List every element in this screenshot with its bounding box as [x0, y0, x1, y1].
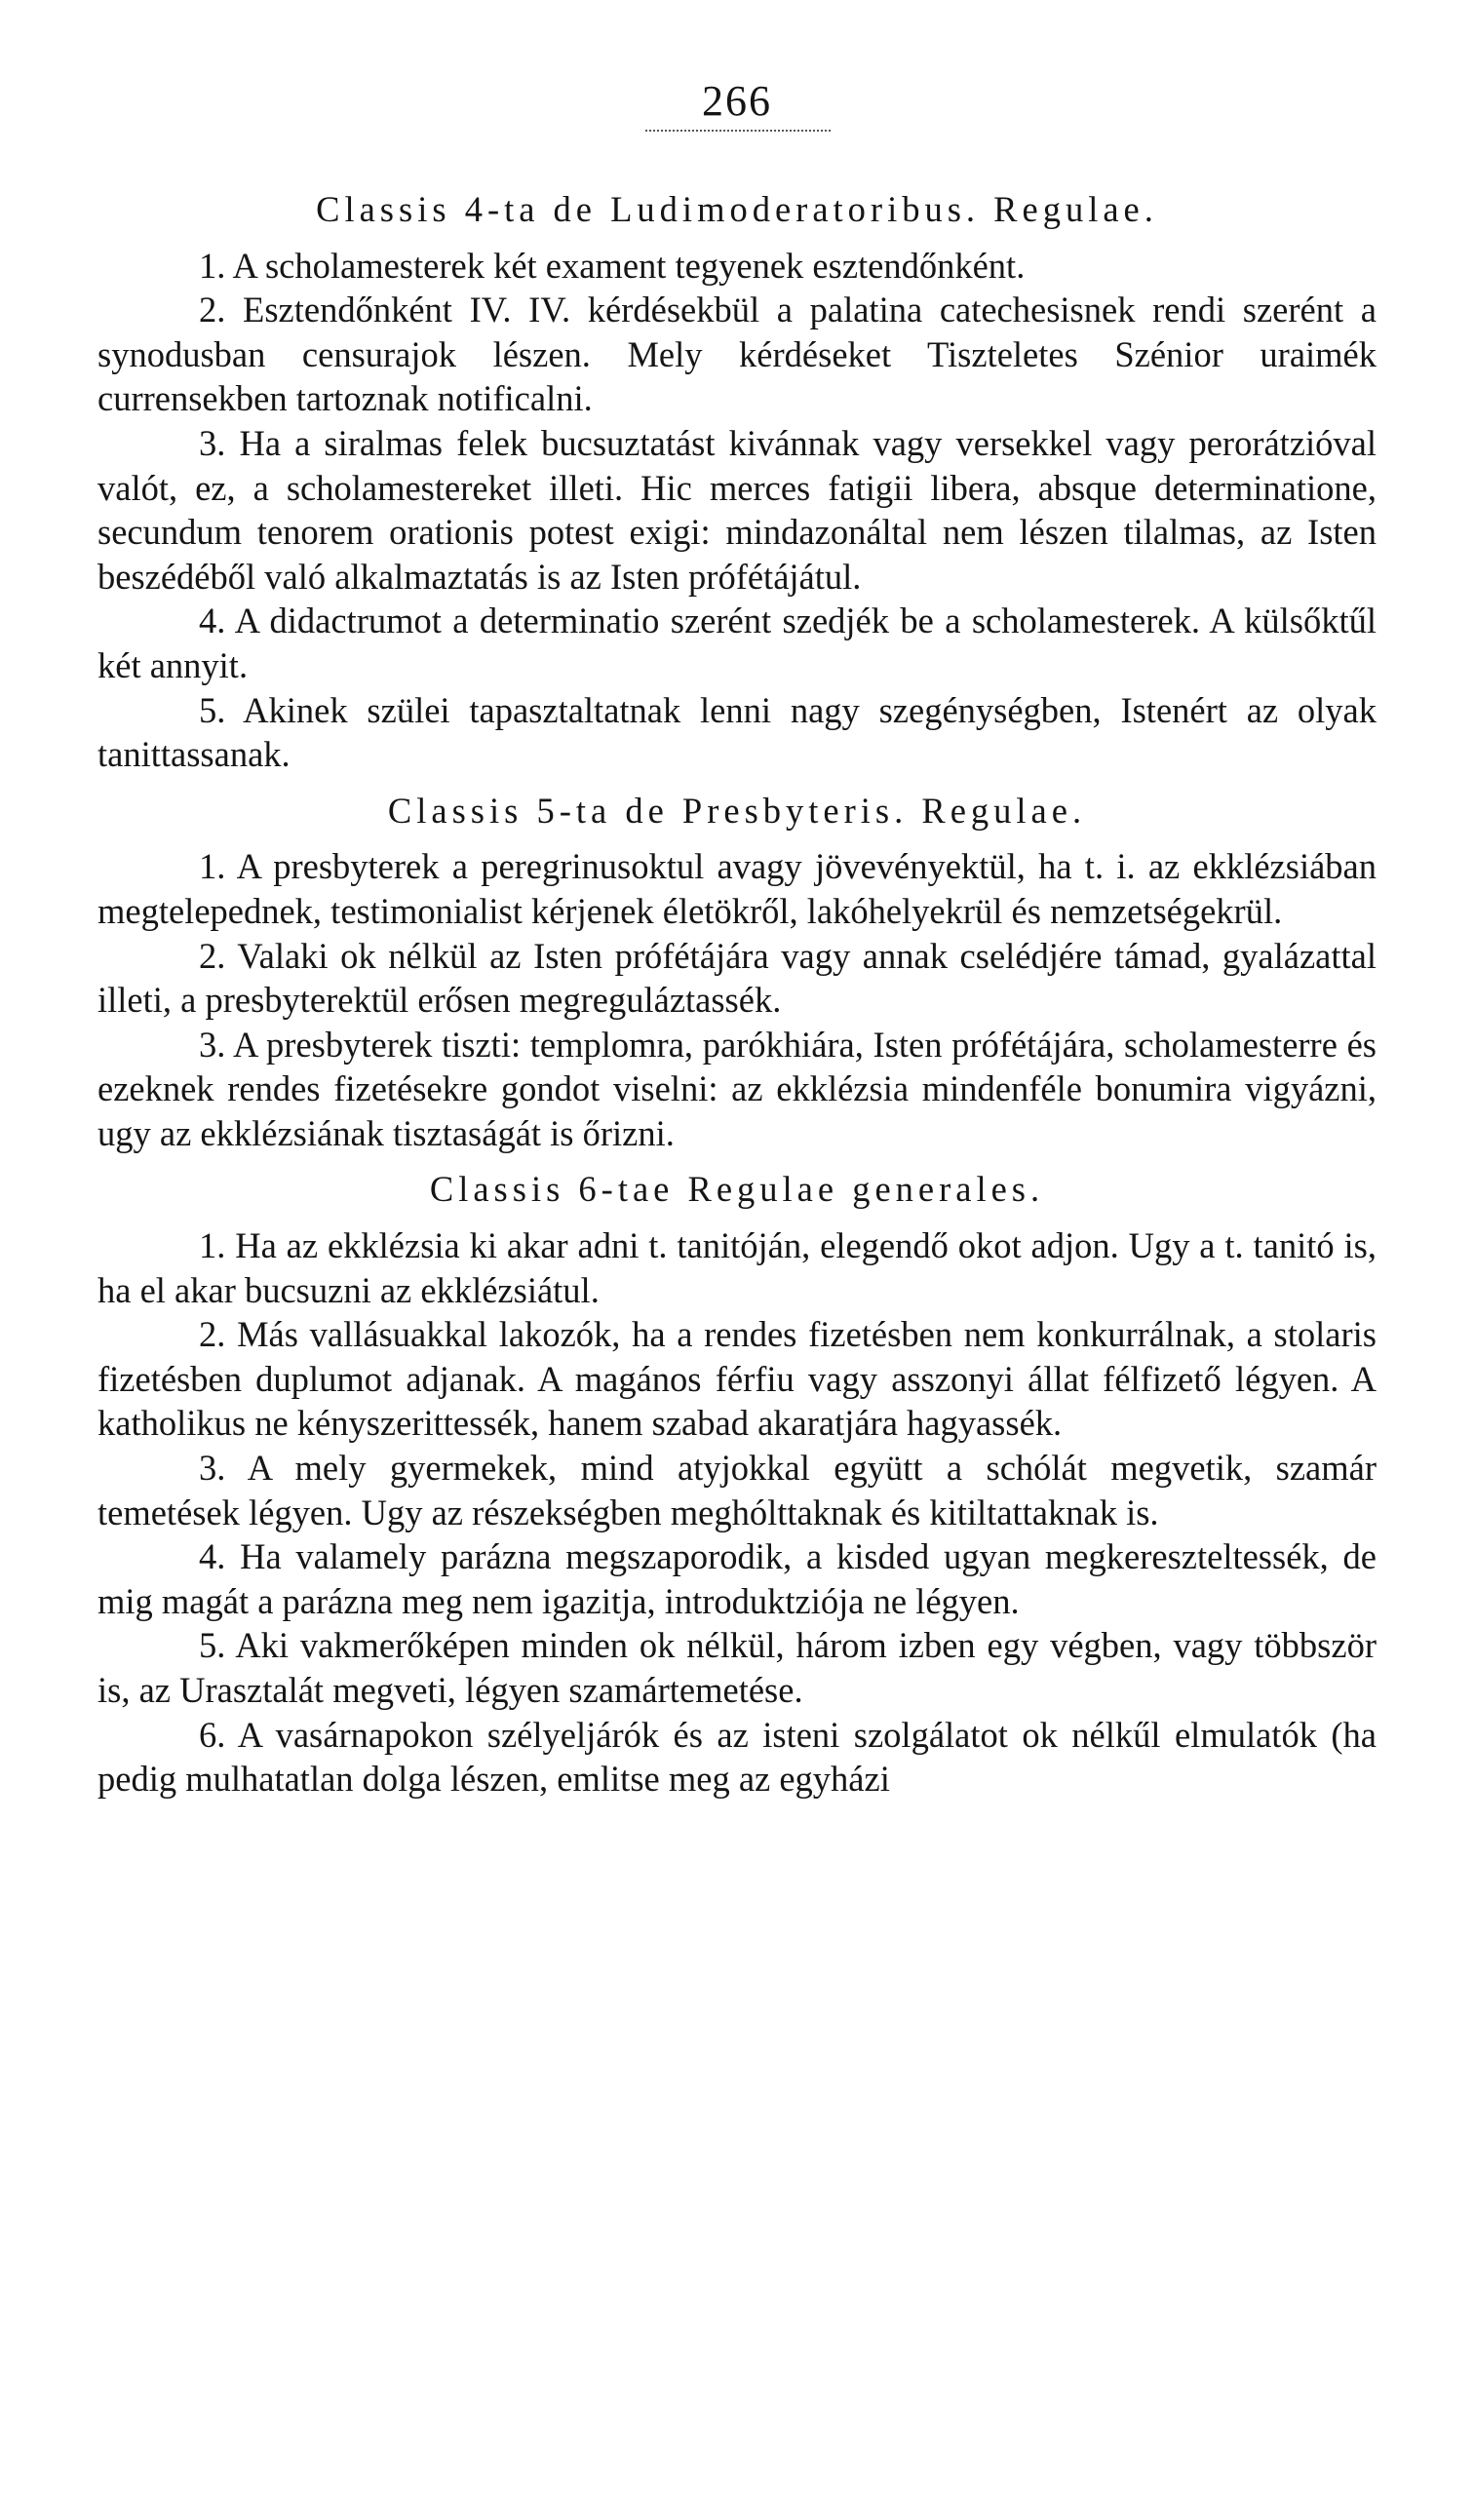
- paragraph: 5. Akinek szülei tapasztaltatnak lenni nagy szegénységben, Istenért az olyak tanittassanak.: [97, 689, 1377, 775]
- section-heading-classis-6: Classis 6-tae Regulae generales.: [429, 1169, 1045, 1210]
- paragraph: 3. Ha a siralmas felek bucsuztatást kivánnak vagy versekkel vagy perorátzióval valót, ez, a scholamestereket illeti. Hic merces fatigii libera, absque determinatione, secundum tenorem orationis potest exigi: mindazonáltal nem lészen tilalmas, az Isten beszédéből való alkalmaztatás is az Isten prófétájátul.: [97, 422, 1377, 597]
- paragraph: 2. Esztendőnként IV. IV. kérdésekbül a palatina catechesisnek rendi szerént a synodusban censurajok lészen. Mely kérdéseket Tiszteletes Szénior uraimék currensekben tartoznak notificalni.: [97, 290, 1377, 419]
- paragraph: 6. A vasárnapokon szélyeljárók és az isteni szolgálatot ok nélkűl elmulatók (ha pedig mulhatatlan dolga lészen, emlitse meg az egyházi: [97, 1714, 1377, 1800]
- paragraph: 4. Ha valamely parázna megszaporodik, a kisded ugyan megkereszteltessék, de mig magát a parázna meg nem igazitja, introduktziója ne légyen.: [97, 1536, 1377, 1621]
- page-body: [97, 175, 1377, 1802]
- page-number: 266: [702, 77, 772, 125]
- paragraph: 4. A didactrumot a determinatio szerént szedjék be a scholamesterek. A külsőktűl két annyit.: [97, 601, 1377, 685]
- paragraph: 1. A scholamesterek két exament tegyenek esztendőnként.: [199, 245, 1026, 286]
- page-number-ornament: [645, 130, 831, 141]
- paragraph: 5. Aki vakmerőképen minden ok nélkül, három izben egy végben, vagy többször is, az Urasztalát megveti, légyen szamártemetése.: [97, 1625, 1377, 1710]
- section-heading-classis-5: Classis 5-ta de Presbyteris. Regulae.: [387, 790, 1087, 831]
- paragraph: 2. Valaki ok nélkül az Isten prófétájára vagy annak cselédjére támad, gyalázattal illeti, a presbyterektül erősen megreguláztassék.: [97, 935, 1377, 1021]
- paragraph: 1. Ha az ekklézsia ki akar adni t. tanitóján, elegendő okot adjon. Ugy a t. tanitó is, ha el akar bucsuzni az ekklézsiátul.: [97, 1225, 1377, 1310]
- paragraph: 3. A presbyterek tiszti: templomra, parókhiára, Isten prófétájára, scholamesterre és ezeknek rendes fizetésekre gondot viselni: az ekklézsia mindenféle bonumira vigyázni, ugy az ekklézsiának tisztaságát is őrizni.: [97, 1024, 1377, 1153]
- paragraph: 2. Más vallásuakkal lakozók, ha a rendes fizetésben nem konkurrálnak, a stolaris fizetésben duplumot adjanak. A magános férfiu vagy asszonyi állat félfizető légyen. A katholikus ne kényszerittessék, hanem szabad akaratjára hagyassék.: [97, 1314, 1377, 1444]
- paragraph: 3. A mely gyermekek, mind atyjokkal együtt a schólát megvetik, szamár temetések légyen. Ugy az részekségben meghólttaknak és kitiltattaknak is.: [97, 1448, 1377, 1532]
- section-heading-classis-4: Classis 4-ta de Ludimoderatoribus. Regulae.: [316, 189, 1158, 229]
- paragraph: 1. A presbyterek a peregrinusoktul avagy jövevényektül, ha t. i. az ekklézsiában megtelepednek, testimonialist kérjenek életökről, lakóhelyekrül és nemzetségekrül.: [97, 846, 1377, 931]
